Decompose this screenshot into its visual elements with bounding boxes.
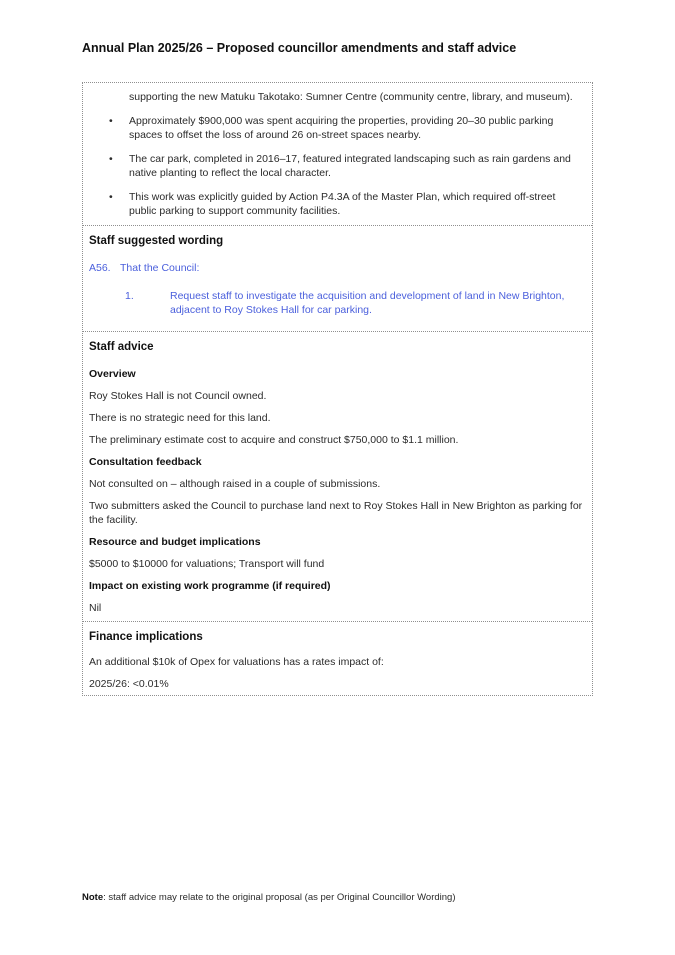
subitem-number: 1. — [125, 290, 134, 302]
staff-suggested-wording-section — [83, 225, 592, 331]
bullet-text: This work was explicitly guided by Action P4.3A of the Master Plan, which required off-street public parking to support community facilities. — [129, 191, 556, 217]
bullet-marker: • — [109, 153, 113, 165]
footnote-text: : staff advice may relate to the original proposal (as per Original Councillor Wording) — [103, 892, 456, 903]
consultation-paragraph: Two submitters asked the Council to purchase land next to Roy Stokes Hall in New Brighton as parking for the facility. — [89, 500, 583, 526]
bullet-marker: • — [109, 191, 113, 203]
page-title: Annual Plan 2025/26 – Proposed councillor amendments and staff advice — [82, 41, 517, 55]
staff-advice-section — [83, 331, 592, 621]
finance-paragraph: An additional $10k of Opex for valuations has a rates impact of: — [89, 656, 384, 668]
bullet-text: Approximately $900,000 was spent acquiring the properties, providing 20–30 public parking spaces to offset the loss of around 26 on-street spaces nearby. — [129, 115, 554, 141]
finance-paragraph: 2025/26: <0.01% — [89, 678, 169, 690]
staff-suggested-wording-heading: Staff suggested wording — [89, 235, 224, 247]
overview-paragraph: Roy Stokes Hall is not Council owned. — [89, 390, 267, 402]
overview-paragraph: There is no strategic need for this land. — [89, 412, 271, 424]
footnote — [82, 891, 593, 904]
finance-implications-section — [83, 621, 592, 695]
amendment-advice-table — [82, 82, 593, 696]
resource-paragraph: $5000 to $10000 for valuations; Transport will fund — [89, 558, 325, 570]
impact-work-programme-heading: Impact on existing work programme (if required) — [89, 580, 331, 592]
motion-text: That the Council: — [120, 262, 200, 274]
motion-line — [89, 261, 584, 275]
motion-number: A56. — [89, 262, 111, 274]
overview-heading: Overview — [89, 368, 136, 380]
impact-paragraph: Nil — [89, 602, 102, 614]
finance-implications-heading: Finance implications — [89, 631, 203, 643]
resource-budget-heading: Resource and budget implications — [89, 536, 261, 548]
bullet-text: The car park, completed in 2016–17, featured integrated landscaping such as rain gardens and native planting to reflect the local character. — [129, 153, 571, 179]
overview-paragraph: The preliminary estimate cost to acquire and construct $750,000 to $1.1 million. — [89, 434, 459, 446]
original-wording-section — [83, 83, 592, 225]
bullet-marker: • — [109, 115, 113, 127]
original-wording-bullet-list — [89, 114, 584, 218]
motion-subitem — [125, 289, 584, 317]
consultation-paragraph: Not consulted on – although raised in a couple of submissions. — [89, 478, 381, 490]
staff-advice-heading: Staff advice — [89, 341, 154, 353]
consultation-feedback-heading: Consultation feedback — [89, 456, 202, 468]
list-item — [89, 114, 584, 142]
continuation-paragraph: supporting the new Matuku Takotako: Sumner Centre (community centre, library, and museum). — [129, 91, 573, 103]
footnote-label: Note — [82, 892, 104, 903]
list-item — [89, 190, 584, 218]
list-item — [89, 152, 584, 180]
subitem-text: Request staff to investigate the acquisition and development of land in New Brighton, adjacent to Roy Stokes Hall for car parking. — [170, 290, 565, 316]
